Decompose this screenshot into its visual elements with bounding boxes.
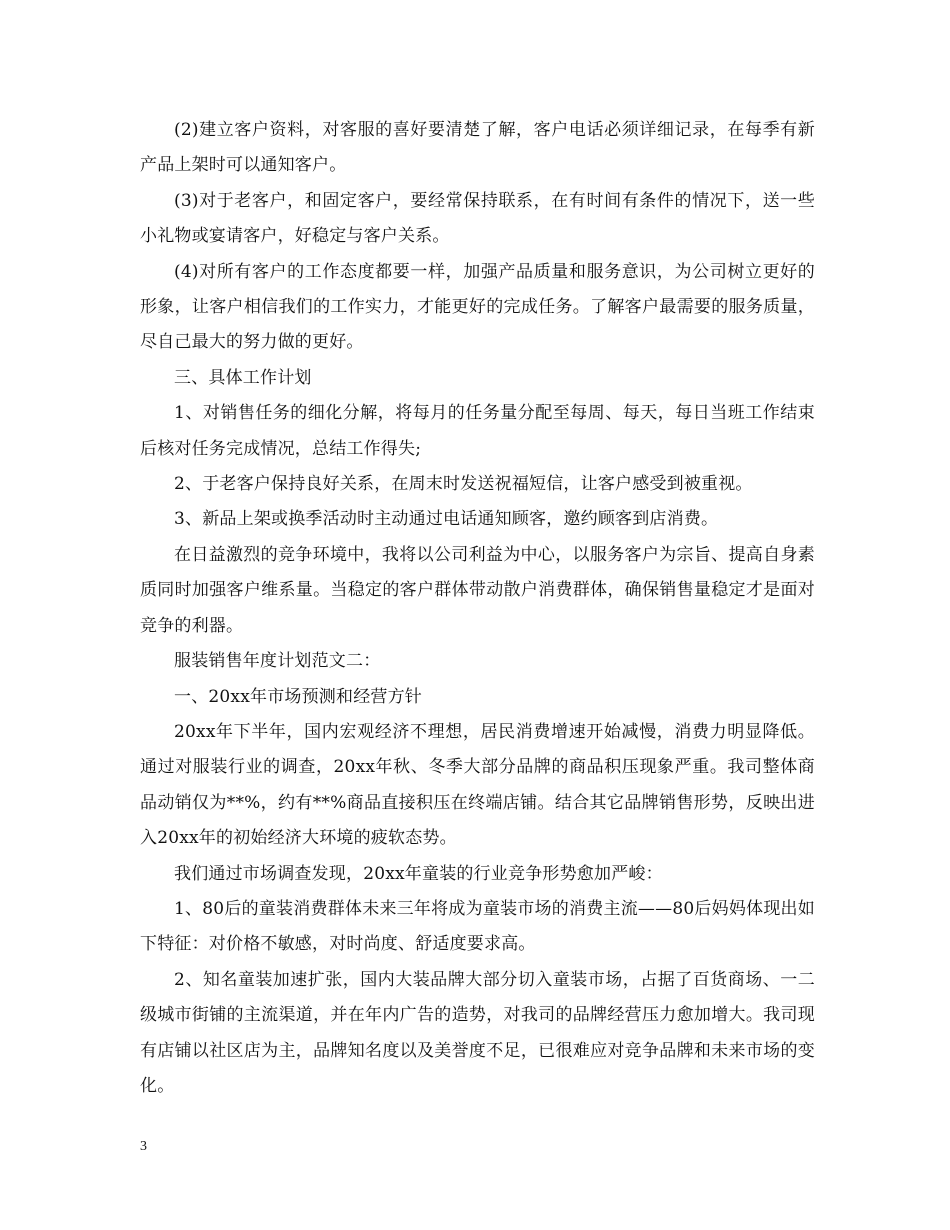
plan-item-2: 2、于老客户保持良好关系，在周末时发送祝福短信，让客户感受到被重视。 (174, 474, 753, 495)
finding-item-2: 2、知名童装加速扩张，国内大装品牌大部分切入童装市场，占据了百货商场、一二级城市街铺的主流渠道，并在年内广告的造势，对我司的品牌经营压力愈加增大。我司现有店铺以社区店为主，品牌知名度以及美誉度不足，已很难应对竞争品牌和未来市场的变化。 (140, 969, 815, 1096)
plan-item-3: 3、新品上架或换季活动时主动通过电话通知顾客，邀约顾客到店消费。 (174, 509, 719, 530)
paragraph-item-2: (2)建立客户资料，对客服的喜好要清楚了解，客户电话必须详细记录，在每季有新产品上架时可以通知客户。 (140, 120, 815, 176)
finding-item-1: 1、80后的童装消费群体未来三年将成为童装市场的消费主流——80后妈妈体现出如下特征：对价格不敏感，对时尚度、舒适度要求高。 (140, 898, 815, 955)
market-survey-paragraph: 我们通过市场调查发现，20xx年童装的行业竞争形势愈加严峻： (174, 863, 663, 884)
paragraph-item-4: (4)对所有客户的工作态度都要一样，加强产品质量和服务意识，为公司树立更好的形象，让客户相信我们的工作实力，才能更好的完成任务。了解客户最需要的服务质量，尽自己最大的努力做的更好。 (140, 261, 815, 353)
section-heading-work-plan: 三、具体工作计划 (174, 367, 312, 388)
plan-item-1: 1、对销售任务的细化分解，将每月的任务量分配至每周、每天，每日当班工作结束后核对任务完成情况，总结工作得失; (140, 403, 815, 459)
document-body (140, 113, 815, 1104)
page-number: 3 (140, 1139, 147, 1154)
market-analysis-paragraph: 20xx年下半年，国内宏观经济不理想，居民消费增速开始减慢，消费力明显降低。通过对服装行业的调查，20xx年秋、冬季大部分品牌的商品积压现象严重。我司整体商品动销仅为**%，约有**%商品直接积压在终端店铺。结合其它品牌销售形势，反映出进入20xx年的初始经济大环境的疲软态势。 (140, 721, 815, 849)
conclusion-paragraph: 在日益激烈的竞争环境中，我将以公司利益为中心，以服务客户为宗旨、提高自身素质同时加强客户维系量。当稳定的客户群体带动散户消费群体，确保销售量稳定才是面对竞争的利器。 (140, 544, 815, 636)
section-heading-market-forecast: 一、20xx年市场预测和经营方针 (174, 686, 423, 707)
paragraph-item-3: (3)对于老客户，和固定客户，要经常保持联系，在有时间有条件的情况下，送一些小礼物或宴请客户，好稳定与客户关系。 (140, 190, 815, 247)
sample-two-title: 服装销售年度计划范文二： (174, 651, 381, 672)
